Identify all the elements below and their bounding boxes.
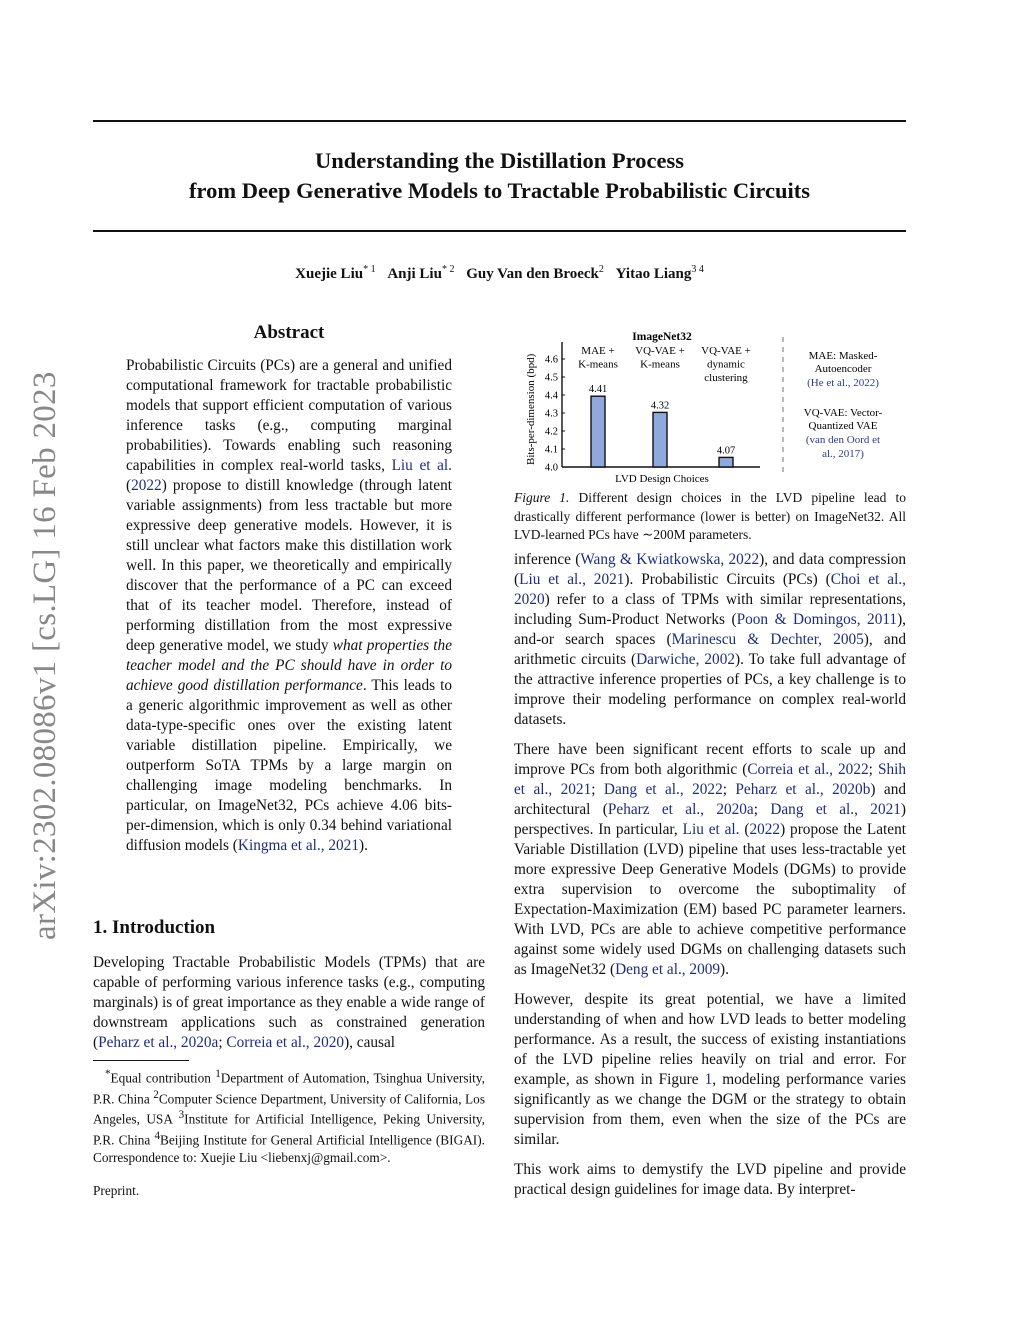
citation-link[interactable]: Peharz et al., 2020a: [607, 801, 754, 818]
author: Guy Van den Broeck$^2$: [466, 264, 604, 282]
citation-link[interactable]: Darwiche, 2002: [636, 651, 735, 668]
svg-text:Quantized VAE: Quantized VAE: [808, 420, 878, 432]
intro-paragraph-2: There have been significant recent efforts to scale up and improve PCs from both algorithmic (Correia et al., 2022; Shih et al., 2021; Dang et al., 2022; Peharz et al., 2020b) and architectural (Peharz et al., 2020a; Dang et al., 2021) perspectives. In particular, Liu et al. (2022) propose the Latent Variable Distillation (LVD) pipeline that uses less-tractable yet more expressive Deep Generative Models (DGMs) to provide extra supervision to overcome the suboptimality of Expectation-Maximization (EM) based PC parameter learners. With LVD, PCs are able to achieve competitive performance against some widely used DGMs on challenging datasets such as ImageNet32 (Deng et al., 2009).: [514, 741, 906, 978]
svg-text:MAE +: MAE +: [581, 345, 615, 357]
citation-link[interactable]: Deng et al., 2009: [615, 961, 721, 978]
figure-1-caption: Figure 1. Different design choices in the LVD pipeline lead to drastically different performance (lower is better) on ImageNet32. All LVD-learned PCs have ∼200M parameters.: [514, 490, 906, 542]
citation-link[interactable]: 2022: [749, 821, 781, 838]
svg-text:4.6: 4.6: [544, 354, 558, 366]
footnote-rule: [93, 1060, 189, 1061]
citation-link[interactable]: Correia et al., 2020: [226, 1034, 345, 1051]
x-axis-label: LVD Design Choices: [615, 473, 709, 485]
svg-text:4.41: 4.41: [588, 384, 608, 396]
author: Xuejie Liu$^{* 1}$: [295, 264, 376, 282]
svg-text:VQ-VAE +: VQ-VAE +: [701, 345, 751, 357]
citation-link[interactable]: Shih et al., 2021: [514, 761, 906, 798]
title-line-2: from Deep Generative Models to Tractable Probabilistic Circuits: [189, 178, 810, 203]
arxiv-stamp: arXiv:2302.08086v1 [cs.LG] 16 Feb 2023: [27, 371, 63, 940]
citation-link[interactable]: (van den Oord et: [805, 434, 881, 446]
svg-text:MAE: Masked-: MAE: Masked-: [808, 350, 878, 362]
citation-link[interactable]: Liu et al., 2021: [519, 571, 625, 588]
citation-link[interactable]: 2022: [131, 477, 162, 494]
abstract-body: Probabilistic Circuits (PCs) are a general and unified computational framework for tractable probabilistic models that support efficient computation of various inference tasks (e.g., computing marginal probabilities). Towards enabling such reasoning capabilities in complex real-world tasks, Liu et al. (2022) propose to distill knowledge (through latent variable assignments) from less tractable but more expressive deep generative models. However, it is still unclear what factors make this distillation work well. In this paper, we theoretically and empirically discover that the performance of a PC can exceed that of its teacher model. Therefore, instead of performing distillation from the most expressive deep generative model, we study what properties the teacher model and the PC should have in order to achieve good distillation performance. This leads to a generic algorithmic improvement as well as other data-type-specific ones over the existing latent variable distillation pipeline. Empirically, we outperform SoTA TPMs by a large margin on challenging image modeling benchmarks. In particular, on ImageNet32, PCs achieve 4.06 bits-per-dimension, which is only 0.34 behind variational diffusion models (Kingma et al., 2021).: [126, 357, 452, 854]
svg-text:VQ-VAE +: VQ-VAE +: [635, 345, 685, 357]
svg-text:4.5: 4.5: [544, 372, 558, 384]
intro-paragraph-3: However, despite its great potential, we have a limited understanding of when and how LVD leads to better modeling performance. As a result, the success of existing instantiations of the LVD pipeline relies heavily on trial and error. For example, as shown in Figure 1, modeling performance varies significantly as we change the DGM or the strategy to obtain supervision from them, even when the size of the PCs are similar.: [514, 991, 906, 1148]
figure-1-chart: [520, 325, 920, 490]
chart-legend: [804, 350, 883, 460]
citation-link[interactable]: Liu et al.: [391, 457, 452, 474]
svg-text:K-means: K-means: [578, 358, 618, 371]
svg-text:4.07: 4.07: [716, 445, 736, 457]
svg-text:K-means: K-means: [640, 358, 680, 371]
affiliations-footnote: *Equal contribution $^1$Department of Automation, Tsinghua University, P.R. China $^2$Computer Science Department, University of California, Los Angeles, USA $^3$Institute for Artificial Intelligence, Peking University, P.R. China $^4$Beijing Institute for General Artificial Intelligence (BIGAI). Correspondence to: Xuejie Liu <liebenxj@gmail.com>.: [93, 1068, 485, 1165]
preprint-note: Preprint.: [93, 1183, 140, 1198]
citation-link[interactable]: Correia et al., 2022: [747, 761, 869, 778]
bars: [589, 384, 735, 467]
author: Anji Liu$^{* 2}$: [387, 264, 455, 282]
intro-paragraph-1: Developing Tractable Probabilistic Models (TPMs) that are capable of performing various inference tasks (e.g., computing marginals) is of great importance as they enable a wide range of downstream applications such as constrained generation (Peharz et al., 2020a; Correia et al., 2020), causal: [93, 954, 485, 1051]
svg-text:4.0: 4.0: [544, 462, 558, 474]
figure-ref-link[interactable]: 1: [704, 1071, 713, 1088]
citation-link[interactable]: al., 2017): [822, 448, 864, 460]
citation-link[interactable]: (He et al., 2022): [807, 377, 879, 389]
citation-link[interactable]: Marinescu & Dechter, 2005: [671, 631, 864, 648]
svg-text:Autoencoder: Autoencoder: [814, 363, 872, 375]
title-top-rule: [93, 120, 906, 122]
intro-paragraph-4: This work aims to demystify the LVD pipeline and provide practical design guidelines for image data. By interpret-: [514, 1161, 906, 1198]
citation-link[interactable]: Kingma et al., 2021: [237, 837, 359, 854]
bar-chart: [520, 325, 920, 490]
svg-text:dynamic: dynamic: [707, 358, 745, 371]
section-heading-introduction: 1. Introduction: [93, 917, 216, 938]
author-list: [93, 264, 906, 283]
intro-paragraph-1-cont: inference (Wang & Kwiatkowska, 2022), and data compression (Liu et al., 2021). Probabilistic Circuits (PCs) (Choi et al., 2020) refer to a class of TPMs with similar representations, including Sum-Product Networks (Poon & Domingos, 2011), and-or search spaces (Marinescu & Dechter, 2005), and arithmetic circuits (Darwiche, 2002). To take full advantage of the attractive inference properties of PCs, a key challenge is to improve their modeling performance on complex real-world datasets.: [514, 551, 907, 728]
svg-text:4.1: 4.1: [544, 444, 558, 456]
y-axis-label: Bits-per-dimension (bpd): [525, 353, 537, 465]
intro-right-column: [514, 550, 906, 1200]
svg-text:4.3: 4.3: [544, 408, 558, 420]
paper-title: [93, 146, 906, 206]
title-bottom-rule: [93, 230, 906, 232]
svg-text:4.32: 4.32: [650, 400, 670, 412]
citation-link[interactable]: Choi et al., 2020: [514, 571, 906, 608]
author: Yitao Liang$^{3 4}$: [615, 264, 704, 282]
citation-link[interactable]: Peharz et al., 2020a: [98, 1034, 219, 1051]
abstract-heading: Abstract: [253, 322, 325, 343]
citation-link[interactable]: Dang et al., 2022: [603, 781, 723, 798]
chart-title: ImageNet32: [632, 331, 692, 343]
citation-link[interactable]: Dang et al., 2021: [770, 801, 901, 818]
title-line-1: Understanding the Distillation Process: [315, 148, 684, 173]
citation-link[interactable]: Poon & Domingos, 2011: [736, 611, 898, 628]
svg-text:4.2: 4.2: [544, 426, 558, 438]
svg-text:VQ-VAE: Vector-: VQ-VAE: Vector-: [803, 407, 883, 419]
citation-link[interactable]: Wang & Kwiatkowska, 2022: [580, 551, 760, 568]
svg-text:4.4: 4.4: [544, 390, 558, 402]
category-labels: [578, 345, 751, 384]
citation-link[interactable]: Liu et al.: [682, 821, 740, 838]
svg-text:clustering: clustering: [704, 372, 748, 384]
citation-link[interactable]: Peharz et al., 2020b: [735, 781, 871, 798]
